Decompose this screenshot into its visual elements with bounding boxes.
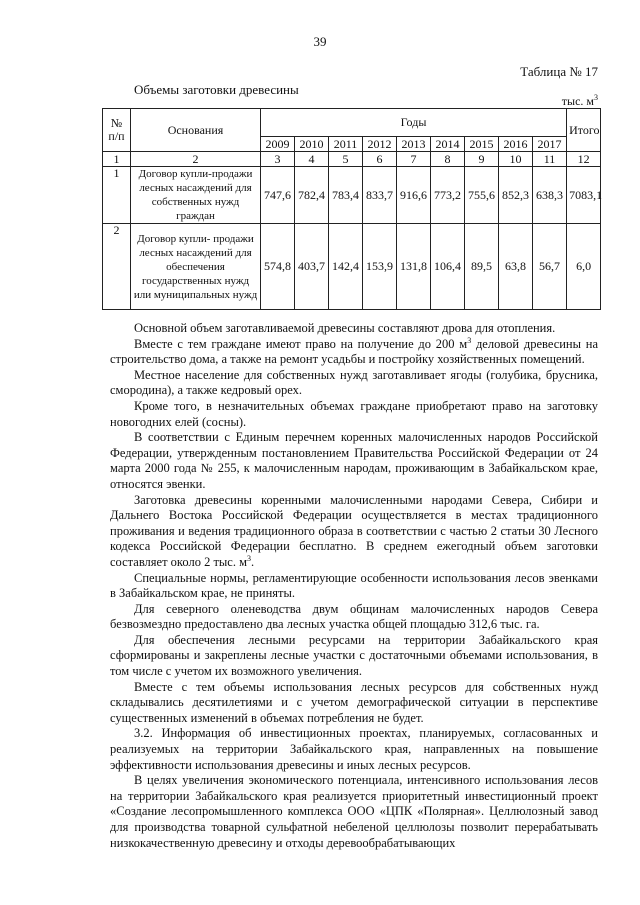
page-number: 39 bbox=[313, 34, 327, 49]
row-value: 403,7 bbox=[295, 224, 329, 310]
header-number: № п/п bbox=[103, 109, 131, 152]
paragraph bbox=[110, 773, 598, 851]
paragraph-text: Основной объем заготавливаемой древесины составляют дрова для отопления. bbox=[134, 321, 556, 335]
column-number: 10 bbox=[499, 152, 533, 167]
year-header: 2014 bbox=[431, 137, 465, 152]
paragraph-tail: деловой древесины на строительство дома, а также на ремонт усадьбы и постройку хозяйственных помещений. bbox=[110, 336, 599, 367]
paragraph bbox=[110, 633, 598, 680]
units-text: тыс. м bbox=[561, 94, 594, 108]
row-value: 131,8 bbox=[397, 224, 431, 310]
superscript: 3 bbox=[467, 335, 472, 345]
paragraph bbox=[110, 399, 598, 430]
row-value: 773,2 bbox=[431, 167, 465, 224]
column-number: 5 bbox=[329, 152, 363, 167]
year-header: 2012 bbox=[363, 137, 397, 152]
body-text bbox=[110, 321, 598, 851]
column-number: 1 bbox=[103, 152, 131, 167]
year-header: 2009 bbox=[261, 137, 295, 152]
row-value: 638,3 bbox=[533, 167, 567, 224]
paragraph bbox=[110, 493, 598, 571]
year-header: 2017 bbox=[533, 137, 567, 152]
row-value: 153,9 bbox=[363, 224, 397, 310]
row-value: 142,4 bbox=[329, 224, 363, 310]
harvest-volume-table bbox=[102, 108, 601, 310]
row-total: 7083,1 bbox=[567, 167, 601, 224]
row-value: 916,6 bbox=[397, 167, 431, 224]
paragraph-text: Кроме того, в незначительных объемах граждане приобретают право на заготовку новогодних елей (сосны). bbox=[110, 398, 598, 429]
row-value: 106,4 bbox=[431, 224, 465, 310]
year-header: 2015 bbox=[465, 137, 499, 152]
paragraph-text: Специальные нормы, регламентирующие особенности использования лесов эвенками в Забайкальском крае, не приняты. bbox=[110, 570, 598, 601]
paragraph-text: Заготовка древесины коренными малочисленными народами Севера, Сибири и Дальнего Востока Российской Федерации осуществляется в местах традиционного проживания и ведения традиционного образа в соответствии с частью 2 статьи 30 Лесного кодекса Российской Федерации бесплатно. В среднем ежегодный объем заготовки составляет около 2 тыс. м bbox=[110, 492, 598, 569]
row-value: 782,4 bbox=[295, 167, 329, 224]
row-value: 63,8 bbox=[499, 224, 533, 310]
row-value: 89,5 bbox=[465, 224, 499, 310]
paragraph-tail: . bbox=[251, 554, 255, 569]
year-header: 2013 bbox=[397, 137, 431, 152]
column-number: 3 bbox=[261, 152, 295, 167]
column-number: 9 bbox=[465, 152, 499, 167]
units-sup: 3 bbox=[594, 93, 598, 102]
year-header: 2011 bbox=[329, 137, 363, 152]
paragraph-text: Местное население для собственных нужд заготавливает ягоды (голубика, брусника, смородина), а также кедровый орех. bbox=[110, 367, 598, 398]
paragraph-text: Вместе с тем граждане имеют право на получение до 200 м bbox=[134, 336, 468, 351]
superscript: 3 bbox=[247, 553, 252, 563]
row-value: 852,3 bbox=[499, 167, 533, 224]
column-number: 7 bbox=[397, 152, 431, 167]
row-value: 574,8 bbox=[261, 224, 295, 310]
paragraph-text: Для северного оленеводства двум общинам малочисленных народов Севера безвозмездно предоставлено два лесных участка общей площадью 312,6 тыс. га. bbox=[110, 601, 598, 632]
table-label: Таблица № 17 bbox=[520, 64, 598, 79]
column-number: 11 bbox=[533, 152, 567, 167]
row-value: 755,6 bbox=[465, 167, 499, 224]
paragraph bbox=[110, 726, 598, 773]
row-basis: Договор купли-продажи лесных насаждений для собственных нужд граждан bbox=[131, 167, 261, 224]
row-value: 56,7 bbox=[533, 224, 567, 310]
year-header: 2016 bbox=[499, 137, 533, 152]
column-number: 12 bbox=[567, 152, 601, 167]
paragraph bbox=[110, 337, 598, 368]
paragraph-text: 3.2. Информация об инвестиционных проектах, планируемых, согласованных и реализуемых на территории Забайкальского края, направленных на повышение эффективности использования древесины и иных лесных ресурсов. bbox=[110, 726, 598, 772]
table-title: Объемы заготовки древесины bbox=[134, 82, 299, 97]
paragraph bbox=[110, 680, 598, 727]
column-number: 6 bbox=[363, 152, 397, 167]
header-total: Итого bbox=[567, 109, 601, 152]
row-total: 6,0 bbox=[567, 224, 601, 310]
paragraph-text: Для обеспечения лесными ресурсами на территории Забайкальского края сформированы и закреплены лесные участки с достаточными объемами использования, в том числе с учетом их возможного увеличения. bbox=[110, 632, 598, 679]
paragraph-text: Вместе с тем объемы использования лесных ресурсов для собственных нужд складывались десятилетиями и с учетом демографической ситуации в перспективе существенных изменений в объемах потребления не будет. bbox=[110, 679, 598, 725]
column-number: 2 bbox=[131, 152, 261, 167]
row-number: 2 bbox=[103, 224, 131, 310]
paragraph bbox=[110, 571, 598, 602]
paragraph-text: В целях увеличения экономического потенциала, интенсивного использования лесов на территории Забайкальского края реализуется приоритетный инвестиционный проект «Создание лесопромышленного комплекса ООО «ЦПК «Полярная». Целлюлозный завод для производства товарной сульфатной небеленой целлюлозы позволит перерабатывать низкокачественную древесину и отходы деревообрабатывающих bbox=[110, 773, 598, 850]
year-header: 2010 bbox=[295, 137, 329, 152]
paragraph bbox=[110, 368, 598, 399]
paragraph-text: В соответствии с Единым перечнем коренных малочисленных народов Российской Федерации, утвержденным постановлением Правительства Российской Федерации от 24 марта 2000 года № 255, к малочисленным народам, проживающим в Забайкальском крае, относятся эвенки. bbox=[110, 430, 598, 491]
units-label bbox=[562, 93, 598, 109]
table-row bbox=[103, 167, 601, 224]
row-value: 783,4 bbox=[329, 167, 363, 224]
column-number: 4 bbox=[295, 152, 329, 167]
column-number: 8 bbox=[431, 152, 465, 167]
header-basis: Основания bbox=[131, 109, 261, 152]
row-number: 1 bbox=[103, 167, 131, 224]
row-value: 747,6 bbox=[261, 167, 295, 224]
paragraph bbox=[110, 430, 598, 492]
row-basis: Договор купли- продажи лесных насаждений для обеспечения государственных нужд или муниципальных нужд bbox=[131, 224, 261, 310]
paragraph bbox=[110, 321, 598, 337]
row-value: 833,7 bbox=[363, 167, 397, 224]
paragraph bbox=[110, 602, 598, 633]
header-years: Годы bbox=[261, 109, 567, 137]
table-row bbox=[103, 224, 601, 310]
